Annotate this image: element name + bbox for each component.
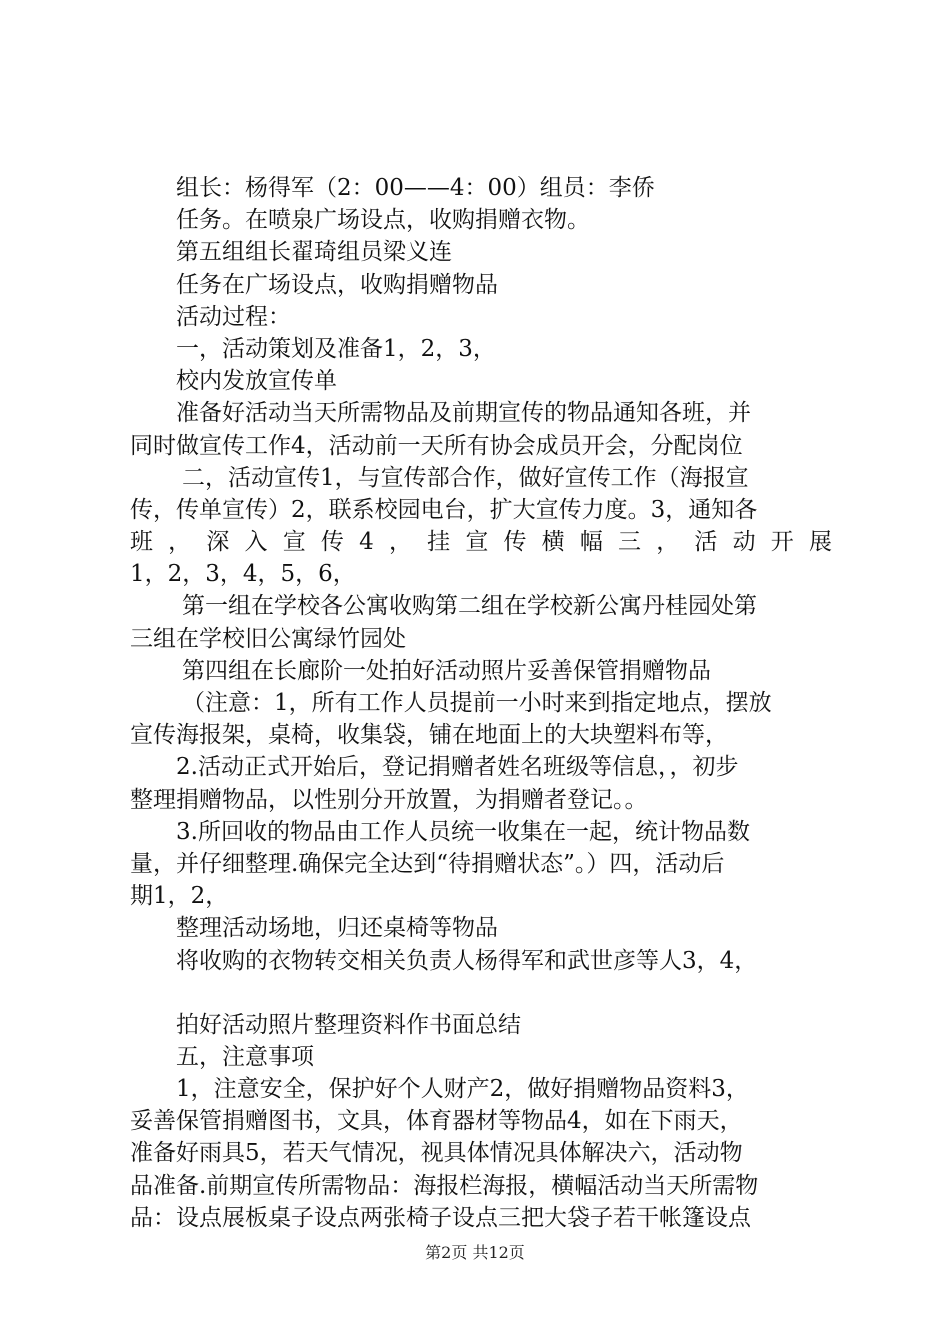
text-line: 准备好活动当天所需物品及前期宣传的物品通知各班，并: [176, 400, 751, 427]
text-line: 组长：杨得军（2：00——4：00）组员：李侨: [176, 175, 655, 201]
text-line: 2.活动正式开始后，登记捐赠者姓名班级等信息，，初步: [176, 754, 739, 781]
page-number-footer: 第2页 共12页: [425, 1243, 525, 1262]
text-line: 准备好雨具5，若天气情况，视具体情况具体解决六，活动物: [130, 1140, 743, 1167]
text-line: 品：设点展板桌子设点两张椅子设点三把大袋子若干帐篷设点: [130, 1204, 751, 1231]
document-body: [130, 172, 832, 1234]
text-line: 第五组组长翟琦组员梁义连: [176, 239, 452, 266]
text-line: 班，深入宣传4，挂宣传横幅三，活动开展: [130, 529, 832, 556]
text-line: 将收购的衣物转交相关负责人杨得军和武世彦等人3，4，: [176, 947, 758, 974]
text-line: 五，注意事项: [176, 1043, 314, 1070]
text-line: 1，注意安全，保护好个人财产2，做好捐赠物品资料3，: [176, 1076, 749, 1103]
text-line: 校内发放宣传单: [176, 368, 337, 395]
text-line: 期1，2，: [130, 883, 229, 910]
text-line: 1，2，3，4，5，6，: [130, 561, 356, 588]
text-line: 整理活动场地，归还桌椅等物品: [176, 915, 498, 942]
text-line: 第一组在学校各公寓收购第二组在学校新公寓丹桂园处第: [182, 593, 757, 620]
text-line: 同时做宣传工作4，活动前一天所有协会成员开会，分配岗位: [130, 432, 743, 459]
text-line: （注意：1，所有工作人员提前一小时来到指定地点，摆放: [182, 690, 772, 716]
text-line: 整理捐赠物品，以性别分开放置，为捐赠者登记。。: [130, 786, 648, 813]
text-line: 活动过程：: [176, 303, 291, 330]
text-line: 拍好活动照片整理资料作书面总结: [176, 1011, 521, 1038]
text-line: 任务在广场设点，收购捐赠物品: [176, 271, 498, 298]
text-line: 传，传单宣传）2，联系校园电台，扩大宣传力度。3，通知各: [130, 496, 758, 523]
text-line: 一，活动策划及准备1，2，3，: [176, 335, 496, 362]
text-line: 量，并仔细整理.确保完全达到“待捐赠状态”。）四，活动后: [130, 850, 725, 877]
text-line: 妥善保管捐赠图书，文具，体育器材等物品4，如在下雨天，: [130, 1108, 743, 1135]
text-line: 二，活动宣传1，与宣传部合作，做好宣传工作（海报宣: [182, 464, 749, 491]
text-line: 第四组在长廊阶一处拍好活动照片妥善保管捐赠物品: [182, 657, 711, 684]
text-line: 宣传海报架，桌椅，收集袋，铺在地面上的大块塑料布等，: [130, 722, 728, 749]
text-line: 3.所回收的物品由工作人员统一收集在一起，统计物品数: [176, 818, 750, 845]
text-line: 三组在学校旧公寓绿竹园处: [130, 625, 406, 652]
text-line: 任务。在喷泉广场设点，收购捐赠衣物。: [176, 207, 590, 234]
blank-line: [130, 977, 832, 1009]
text-line: 品准备.前期宣传所需物品：海报栏海报，横幅活动当天所需物: [130, 1172, 759, 1199]
